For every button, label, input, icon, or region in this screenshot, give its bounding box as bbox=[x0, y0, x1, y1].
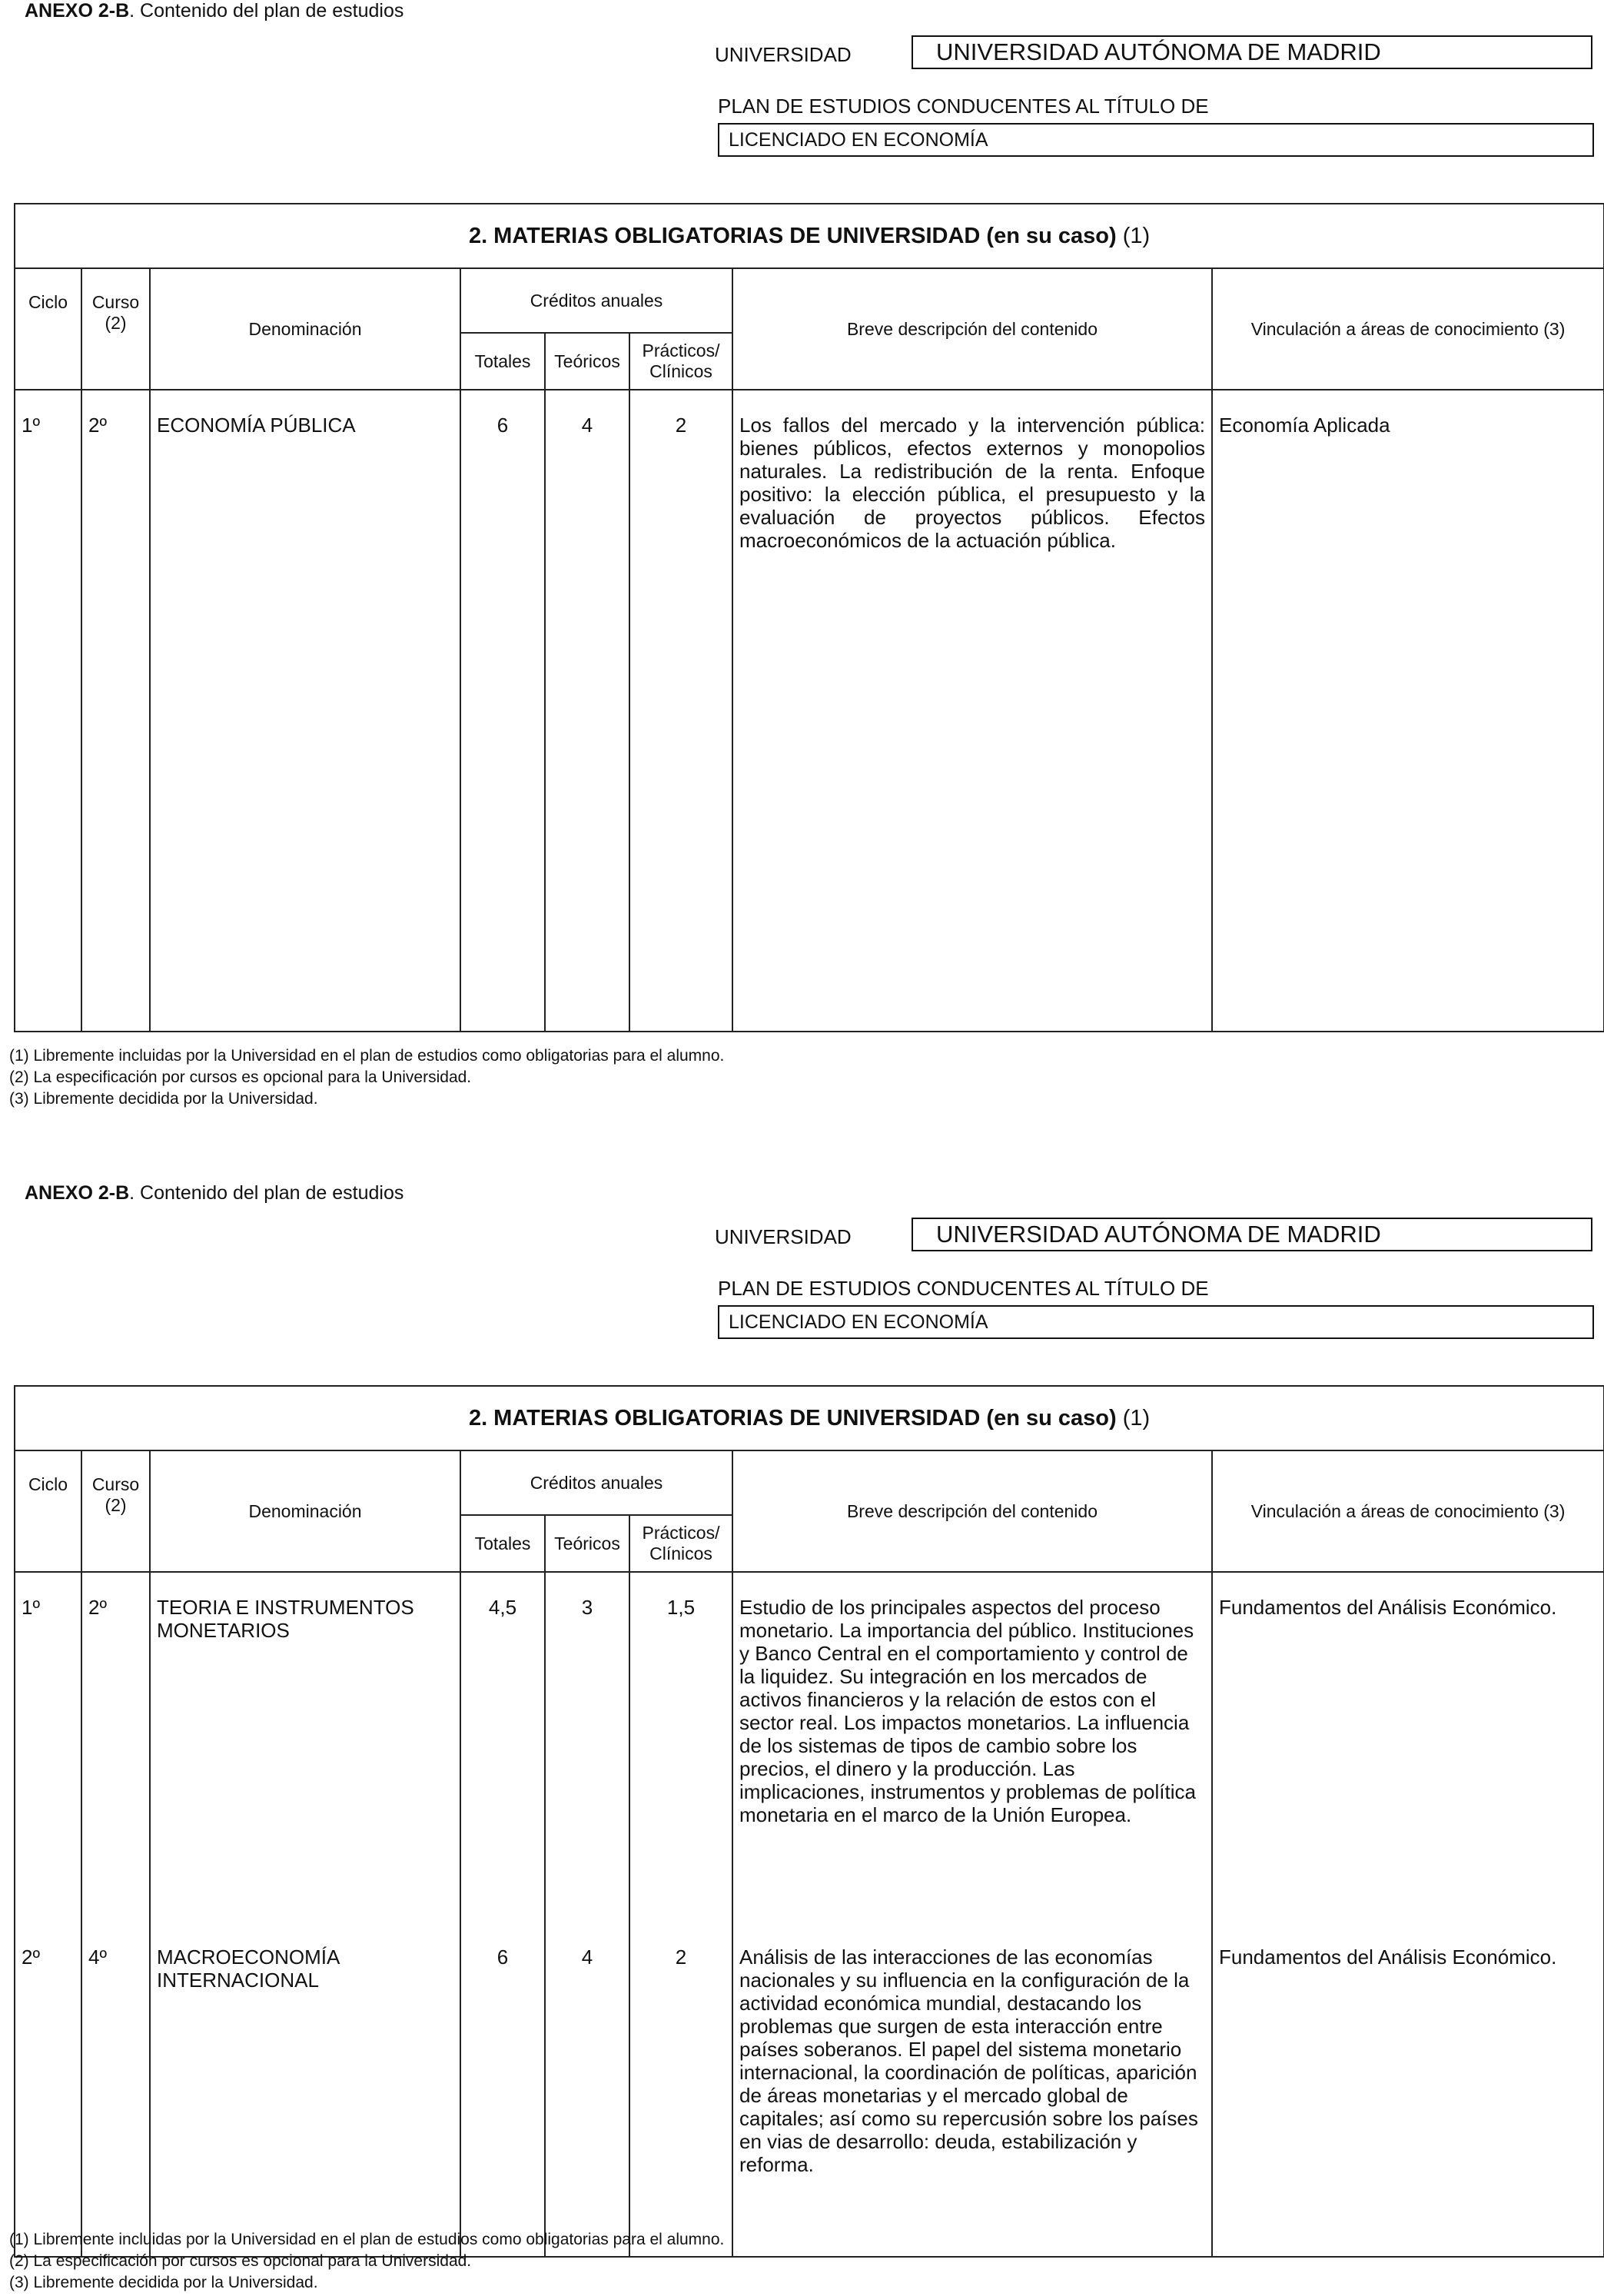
footnote-2: (2) La especificación por cursos es opcional para la Universidad. bbox=[9, 2252, 472, 2270]
footnote-1: (1) Libremente incluidas por la Universidad en el plan de estudios como obligatorias para el alumno. bbox=[9, 1047, 725, 1065]
materias-table bbox=[14, 203, 1604, 1032]
cell-teoricos: 4 bbox=[545, 1922, 629, 2257]
universidad-field: UNIVERSIDAD AUTÓNOMA DE MADRID bbox=[912, 35, 1592, 69]
table-title-text: 2. MATERIAS OBLIGATORIAS DE UNIVERSIDAD (en su caso) bbox=[468, 1405, 1117, 1430]
cell-practicos: 1,5 bbox=[629, 1572, 732, 1922]
cell-vinculacion: Fundamentos del Análisis Económico. bbox=[1212, 1922, 1604, 2257]
plan-label: PLAN DE ESTUDIOS CONDUCENTES AL TÍTULO DE bbox=[718, 95, 1209, 118]
header-teoricos: Teóricos bbox=[545, 333, 629, 390]
cell-curso: 4º bbox=[81, 1922, 150, 2257]
titulo-field: LICENCIADO EN ECONOMÍA bbox=[718, 1305, 1594, 1339]
anexo-code: ANEXO 2-B bbox=[25, 1182, 130, 1204]
header-denominacion: Denominación bbox=[150, 1450, 460, 1572]
cell-totales: 6 bbox=[460, 390, 545, 1032]
plan-section-2 bbox=[0, 1182, 1604, 2296]
cell-totales: 4,5 bbox=[460, 1572, 545, 1922]
cell-denominacion: TEORIA E INSTRUMENTOS MONETARIOS bbox=[150, 1572, 460, 1922]
table-title-ref: (1) bbox=[1116, 223, 1151, 248]
universidad-label: UNIVERSIDAD bbox=[715, 1225, 852, 1248]
header-practicos: Prácticos/ Clínicos bbox=[629, 333, 732, 390]
header-teoricos: Teóricos bbox=[545, 1515, 629, 1572]
table-title-ref: (1) bbox=[1116, 1405, 1151, 1430]
header-curso: Curso (2) bbox=[81, 268, 150, 390]
header-creditos: Créditos anuales bbox=[460, 268, 732, 333]
universidad-label: UNIVERSIDAD bbox=[715, 43, 852, 66]
cell-denominacion: MACROECONOMÍA INTERNACIONAL bbox=[150, 1922, 460, 2257]
universidad-field: UNIVERSIDAD AUTÓNOMA DE MADRID bbox=[912, 1218, 1592, 1251]
cell-vinculacion: Economía Aplicada bbox=[1212, 390, 1604, 1032]
cell-curso: 2º bbox=[81, 1572, 150, 1922]
footnote-2: (2) La especificación por cursos es opcional para la Universidad. bbox=[9, 1068, 472, 1086]
cell-practicos: 2 bbox=[629, 390, 732, 1032]
header-creditos: Créditos anuales bbox=[460, 1450, 732, 1515]
table-title-text: 2. MATERIAS OBLIGATORIAS DE UNIVERSIDAD (en su caso) bbox=[468, 223, 1117, 248]
materias-table bbox=[14, 1385, 1604, 2258]
cell-denominacion: ECONOMÍA PÚBLICA bbox=[150, 390, 460, 1032]
cell-teoricos: 4 bbox=[545, 390, 629, 1032]
footnotes bbox=[9, 2229, 724, 2294]
header-descripcion: Breve descripción del contenido bbox=[732, 268, 1212, 390]
header-totales: Totales bbox=[460, 333, 545, 390]
table-row bbox=[15, 390, 1604, 1032]
footnote-3: (3) Libremente decidida por la Universidad. bbox=[9, 1090, 318, 1108]
plan-section-1 bbox=[0, 0, 1604, 1122]
table-title bbox=[15, 1386, 1604, 1450]
cell-ciclo: 1º bbox=[15, 1572, 81, 1922]
header-practicos: Prácticos/ Clínicos bbox=[629, 1515, 732, 1572]
anexo-code: ANEXO 2-B bbox=[25, 0, 130, 22]
header-vinculacion: Vinculación a áreas de conocimiento (3) bbox=[1212, 268, 1604, 390]
titulo-field: LICENCIADO EN ECONOMÍA bbox=[718, 123, 1594, 157]
cell-descripcion: Los fallos del mercado y la intervención pública: bienes públicos, efectos externos y monopolios naturales. La redistribución de la renta. Enfoque positivo: la elección pública, el presupuesto y la evaluación de proyectos públicos. Efectos macroeconómicos de la actuación pública. bbox=[732, 390, 1212, 1032]
cell-curso: 2º bbox=[81, 390, 150, 1032]
footnote-3: (3) Libremente decidida por la Universidad. bbox=[9, 2274, 318, 2291]
plan-label: PLAN DE ESTUDIOS CONDUCENTES AL TÍTULO DE bbox=[718, 1277, 1209, 1300]
cell-descripcion: Estudio de los principales aspectos del proceso monetario. La importancia del público. Instituciones y Banco Central en el comportamiento y control de la liquidez. Su integración en los mercados de activos financieros y la relación de estos con el sector real. Los impactos monetarios. La influencia de los sistemas de tipos de cambio sobre los precios, el dinero y la producción. Las implicaciones, instrumentos y problemas de política monetaria en el marco de la Unión Europea. bbox=[732, 1572, 1212, 1922]
table-row bbox=[15, 1572, 1604, 1922]
header-descripcion: Breve descripción del contenido bbox=[732, 1450, 1212, 1572]
cell-descripcion: Análisis de las interacciones de las economías nacionales y su influencia en la configuración de la actividad económica mundial, destacando los problemas que surgen de esta interacción entre países soberanos. El papel del sistema monetario internacional, la coordinación de políticas, aparición de áreas monetarias y el mercado global de capitales; así como su repercusión sobre los países en vias de desarrollo: deuda, estabilización y reforma. bbox=[732, 1922, 1212, 2257]
header-vinculacion: Vinculación a áreas de conocimiento (3) bbox=[1212, 1450, 1604, 1572]
anexo-title: . Contenido del plan de estudios bbox=[129, 1182, 404, 1204]
cell-practicos: 2 bbox=[629, 1922, 732, 2257]
footnotes bbox=[9, 1045, 724, 1110]
cell-vinculacion: Fundamentos del Análisis Económico. bbox=[1212, 1572, 1604, 1922]
anexo-heading bbox=[25, 1182, 403, 1204]
table-row bbox=[15, 1922, 1604, 2257]
anexo-title: . Contenido del plan de estudios bbox=[129, 0, 404, 22]
cell-totales: 6 bbox=[460, 1922, 545, 2257]
header-curso: Curso (2) bbox=[81, 1450, 150, 1572]
footnote-1: (1) Libremente incluidas por la Universidad en el plan de estudios como obligatorias para el alumno. bbox=[9, 2231, 725, 2248]
cell-teoricos: 3 bbox=[545, 1572, 629, 1922]
table-title bbox=[15, 204, 1604, 268]
header-ciclo: Ciclo bbox=[15, 1450, 81, 1572]
cell-ciclo: 2º bbox=[15, 1922, 81, 2257]
cell-ciclo: 1º bbox=[15, 390, 81, 1032]
header-denominacion: Denominación bbox=[150, 268, 460, 390]
header-ciclo: Ciclo bbox=[15, 268, 81, 390]
anexo-heading bbox=[25, 0, 403, 22]
header-totales: Totales bbox=[460, 1515, 545, 1572]
